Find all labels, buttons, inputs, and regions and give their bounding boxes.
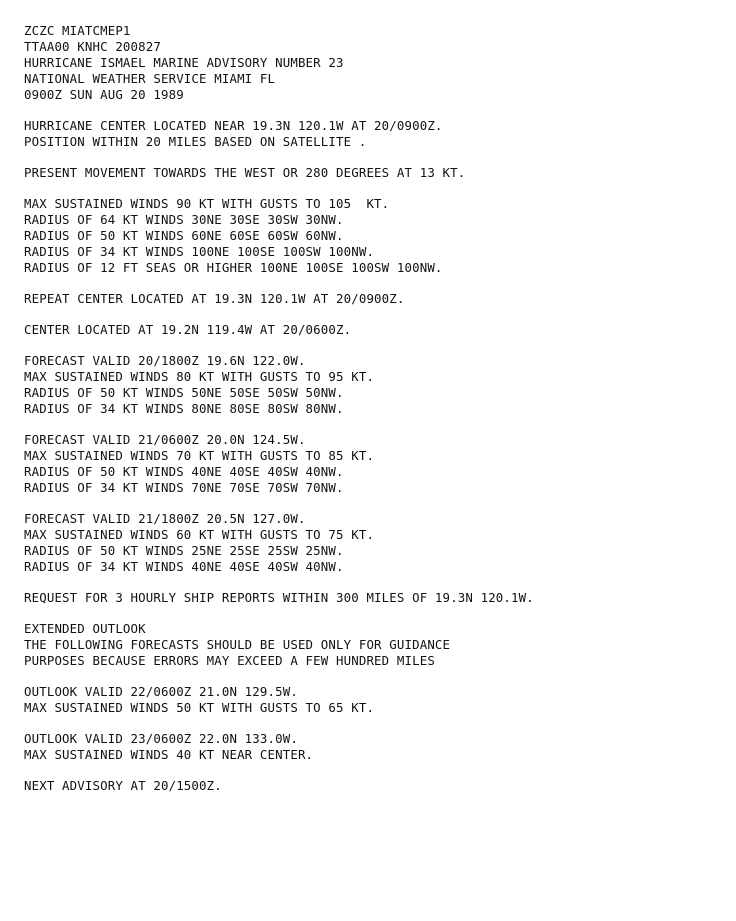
movement-line: PRESENT MOVEMENT TOWARDS THE WEST OR 280 DEGREES AT 13 KT. bbox=[24, 165, 466, 180]
forecast-radius-34kt-line: RADIUS OF 34 KT WINDS 40NE 40SE 40SW 40NW. bbox=[24, 559, 344, 574]
repeat-center-block bbox=[24, 291, 724, 307]
forecast-block-3 bbox=[24, 511, 724, 575]
forecast-valid-line: FORECAST VALID 21/1800Z 20.5N 127.0W. bbox=[24, 511, 306, 526]
position-accuracy-line: POSITION WITHIN 20 MILES BASED ON SATELLITE . bbox=[24, 134, 367, 149]
forecast-radius-50kt-line: RADIUS OF 50 KT WINDS 40NE 40SE 40SW 40NW. bbox=[24, 464, 344, 479]
next-advisory-line: NEXT ADVISORY AT 20/1500Z. bbox=[24, 778, 222, 793]
forecast-valid-line: FORECAST VALID 21/0600Z 20.0N 124.5W. bbox=[24, 432, 306, 447]
outlook-block-2 bbox=[24, 731, 724, 763]
issue-time: 0900Z SUN AUG 20 1989 bbox=[24, 87, 184, 102]
forecast-block-1 bbox=[24, 353, 724, 417]
movement-block bbox=[24, 165, 724, 181]
forecast-max-winds-line: MAX SUSTAINED WINDS 70 KT WITH GUSTS TO 85 KT. bbox=[24, 448, 375, 463]
outlook-disclaimer-line: THE FOLLOWING FORECASTS SHOULD BE USED ONLY FOR GUIDANCE bbox=[24, 637, 451, 652]
outlook-valid-line: OUTLOOK VALID 23/0600Z 22.0N 133.0W. bbox=[24, 731, 298, 746]
radius-64kt-line: RADIUS OF 64 KT WINDS 30NE 30SE 30SW 30NW. bbox=[24, 212, 344, 227]
forecast-max-winds-line: MAX SUSTAINED WINDS 60 KT WITH GUSTS TO 75 KT. bbox=[24, 527, 375, 542]
prior-center-line: CENTER LOCATED AT 19.2N 119.4W AT 20/0600Z. bbox=[24, 322, 352, 337]
repeat-center-line: REPEAT CENTER LOCATED AT 19.3N 120.1W AT 20/0900Z. bbox=[24, 291, 405, 306]
forecast-valid-line: FORECAST VALID 20/1800Z 19.6N 122.0W. bbox=[24, 353, 306, 368]
extended-outlook-heading: EXTENDED OUTLOOK bbox=[24, 621, 146, 636]
advisory-document bbox=[24, 23, 724, 809]
forecast-max-winds-line: MAX SUSTAINED WINDS 80 KT WITH GUSTS TO 95 KT. bbox=[24, 369, 375, 384]
radius-34kt-line: RADIUS OF 34 KT WINDS 100NE 100SE 100SW 100NW. bbox=[24, 244, 375, 259]
message-id-line: ZCZC MIATCMEP1 bbox=[24, 23, 131, 38]
outlook-valid-line: OUTLOOK VALID 22/0600Z 21.0N 129.5W. bbox=[24, 684, 298, 699]
ship-request-line: REQUEST FOR 3 HOURLY SHIP REPORTS WITHIN 300 MILES OF 19.3N 120.1W. bbox=[24, 590, 534, 605]
center-location-line: HURRICANE CENTER LOCATED NEAR 19.3N 120.1W AT 20/0900Z. bbox=[24, 118, 443, 133]
forecast-radius-50kt-line: RADIUS OF 50 KT WINDS 50NE 50SE 50SW 50NW. bbox=[24, 385, 344, 400]
center-position-block bbox=[24, 118, 724, 150]
max-winds-line: MAX SUSTAINED WINDS 90 KT WITH GUSTS TO 105 KT. bbox=[24, 196, 390, 211]
current-winds-block bbox=[24, 196, 724, 276]
radius-50kt-line: RADIUS OF 50 KT WINDS 60NE 60SE 60SW 60NW. bbox=[24, 228, 344, 243]
prior-center-block bbox=[24, 322, 724, 338]
forecast-block-2 bbox=[24, 432, 724, 496]
advisory-title: HURRICANE ISMAEL MARINE ADVISORY NUMBER 23 bbox=[24, 55, 344, 70]
forecast-radius-34kt-line: RADIUS OF 34 KT WINDS 70NE 70SE 70SW 70NW. bbox=[24, 480, 344, 495]
routing-line: TTAA00 KNHC 200827 bbox=[24, 39, 161, 54]
radius-12ft-seas-line: RADIUS OF 12 FT SEAS OR HIGHER 100NE 100SE 100SW 100NW. bbox=[24, 260, 443, 275]
ship-request-block bbox=[24, 590, 724, 606]
outlook-max-winds-line: MAX SUSTAINED WINDS 50 KT WITH GUSTS TO 65 KT. bbox=[24, 700, 375, 715]
outlook-disclaimer-line: PURPOSES BECAUSE ERRORS MAY EXCEED A FEW HUNDRED MILES bbox=[24, 653, 435, 668]
issuing-office: NATIONAL WEATHER SERVICE MIAMI FL bbox=[24, 71, 276, 86]
next-advisory-block bbox=[24, 778, 724, 794]
outlook-max-winds-line: MAX SUSTAINED WINDS 40 KT NEAR CENTER. bbox=[24, 747, 314, 762]
header-block bbox=[24, 23, 724, 103]
extended-outlook-block bbox=[24, 621, 724, 669]
forecast-radius-34kt-line: RADIUS OF 34 KT WINDS 80NE 80SE 80SW 80NW. bbox=[24, 401, 344, 416]
forecast-radius-50kt-line: RADIUS OF 50 KT WINDS 25NE 25SE 25SW 25NW. bbox=[24, 543, 344, 558]
outlook-block-1 bbox=[24, 684, 724, 716]
